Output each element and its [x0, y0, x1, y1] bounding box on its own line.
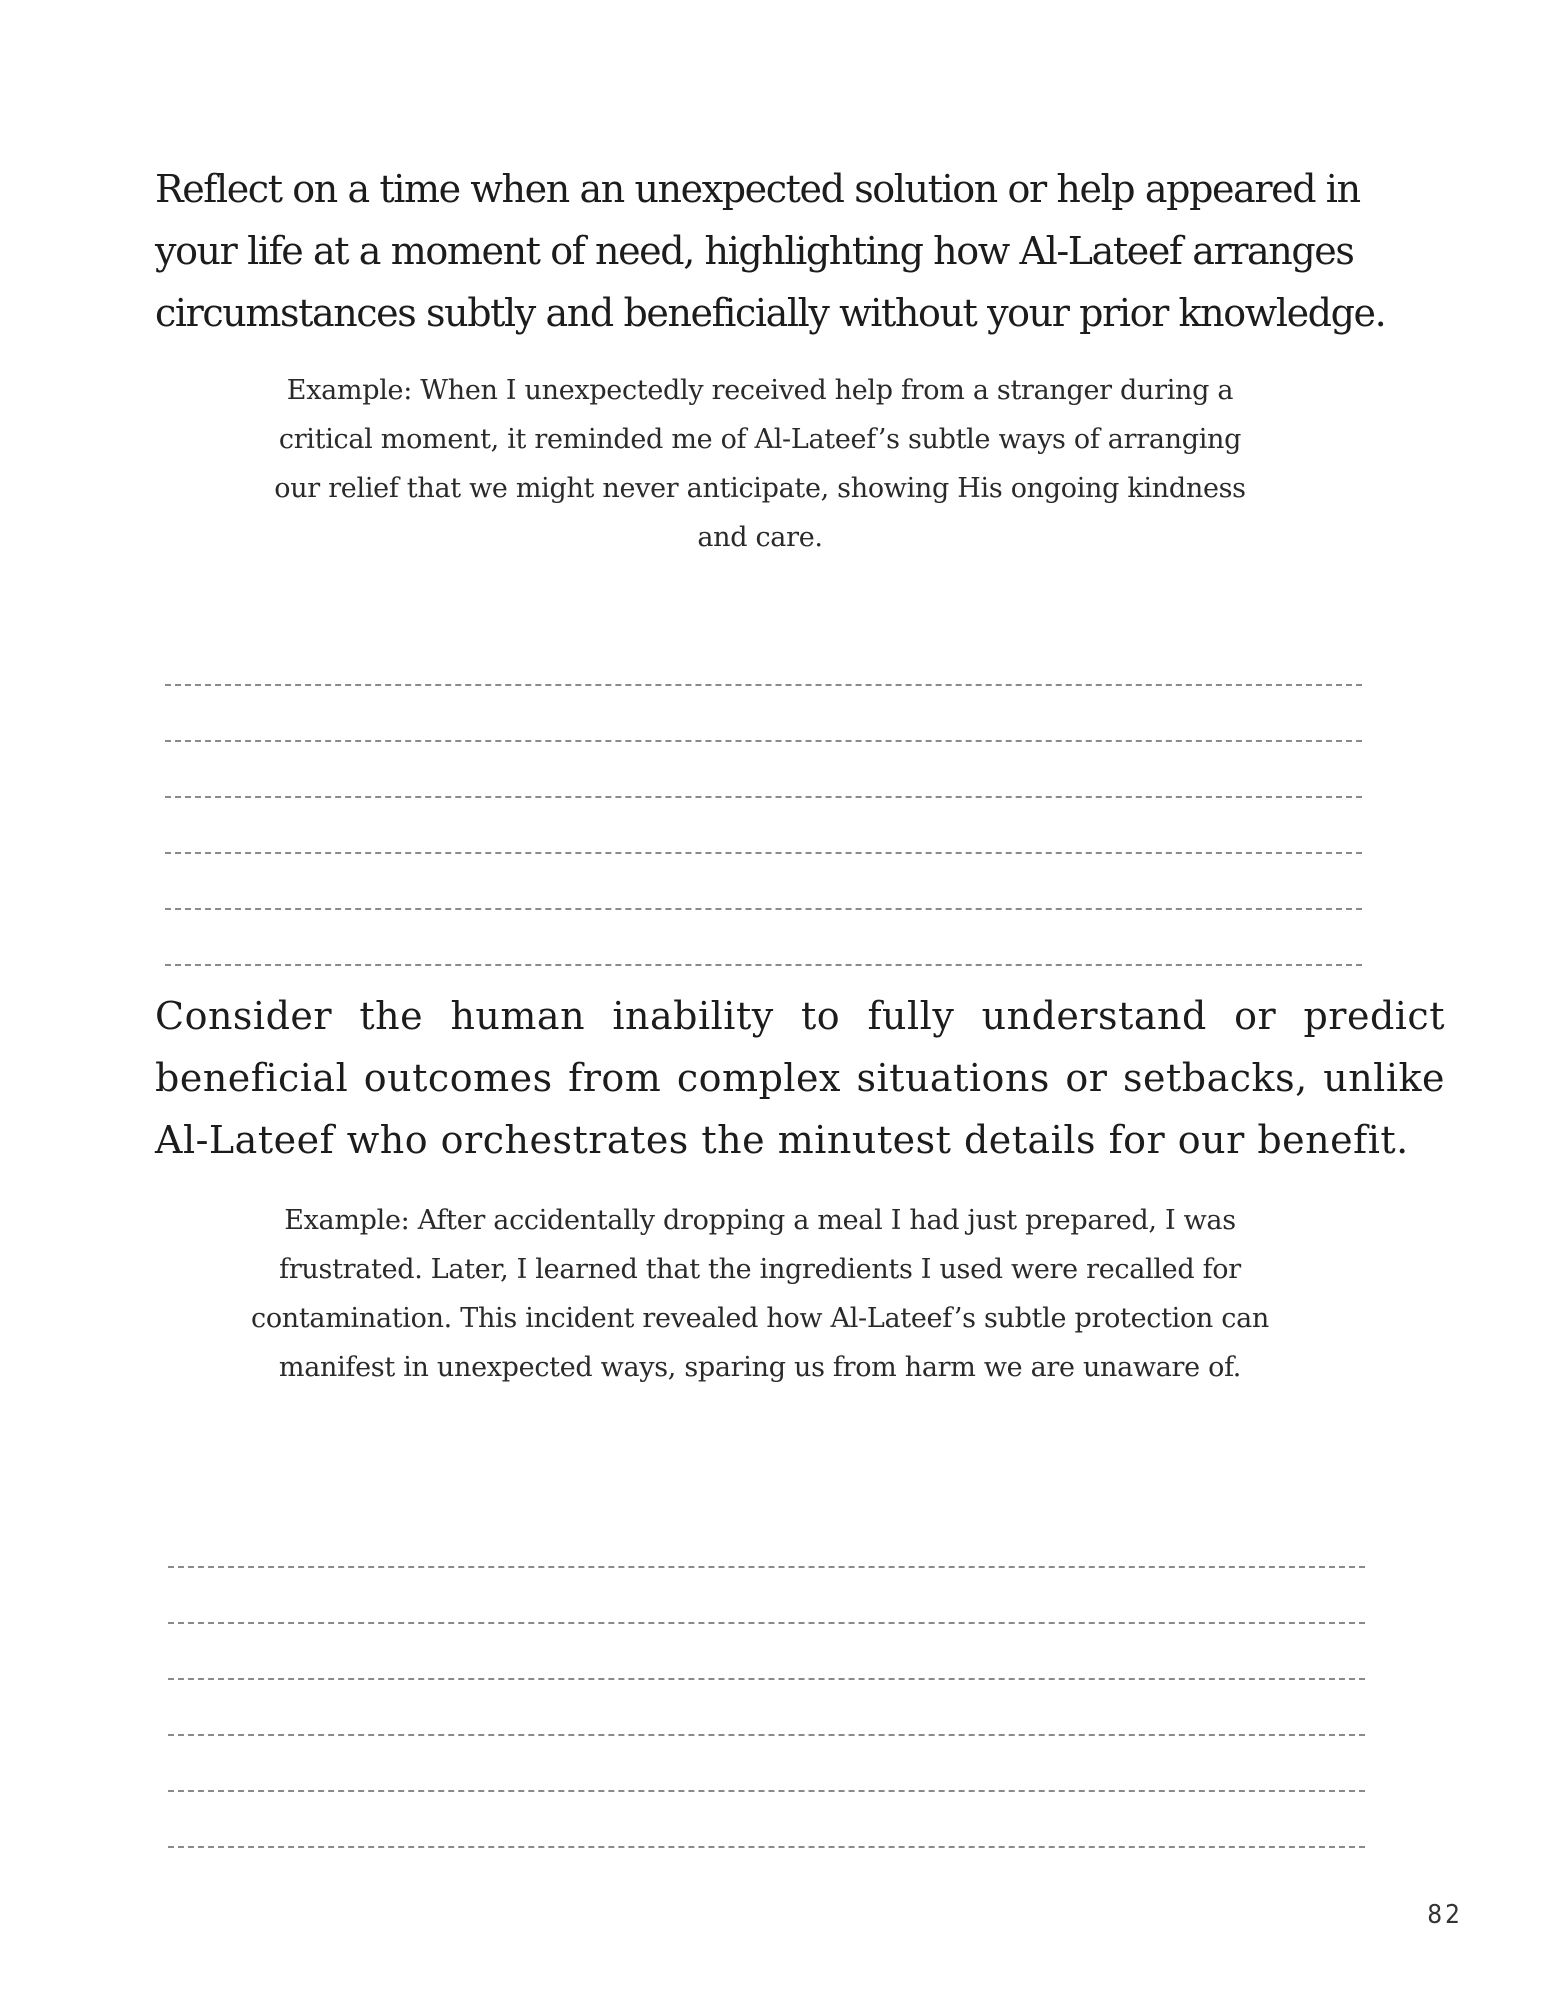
writing-line[interactable]	[165, 910, 1362, 966]
example-text: Example: After accidentally dropping a meal I had just prepared, I was frustrated. Later, I learned that the ingredients I used were recalled for contamination. This incident revealed how Al-Lateef’s subtle protection can manifest in unexpected ways, sparing us from harm we are unaware of.	[251, 1205, 1269, 1383]
writing-line[interactable]	[168, 1792, 1365, 1848]
reflection-prompt: Reflect on a time when an unexpected solution or help appeared in your life at a moment of need, highlighting how Al-Lateef arranges circumstances subtly and beneficially without your prior knowledge.	[155, 167, 1386, 335]
writing-line[interactable]	[165, 686, 1362, 742]
writing-line[interactable]	[165, 798, 1362, 854]
writing-line[interactable]	[168, 1736, 1365, 1792]
page-number: 82	[1427, 1900, 1463, 1930]
writing-line[interactable]	[165, 630, 1362, 686]
writing-line[interactable]	[168, 1680, 1365, 1736]
writing-line[interactable]	[165, 742, 1362, 798]
example-text: Example: When I unexpectedly received help from a stranger during a critical moment, it reminded me of Al-Lateef’s subtle ways of arranging our relief that we might never anticipate, showing His ongoing kindness and care.	[274, 375, 1246, 553]
writing-line[interactable]	[168, 1568, 1365, 1624]
writing-lines	[165, 630, 1362, 966]
writing-line[interactable]	[168, 1624, 1365, 1680]
reflection-prompt: Consider the human inability to fully understand or predict beneficial outcomes from complex situations or setbacks, unlike Al-Lateef who orchestrates the minutest details for our benefit.	[155, 994, 1445, 1162]
writing-line[interactable]	[165, 854, 1362, 910]
writing-line[interactable]	[168, 1512, 1365, 1568]
writing-lines	[168, 1512, 1365, 1848]
